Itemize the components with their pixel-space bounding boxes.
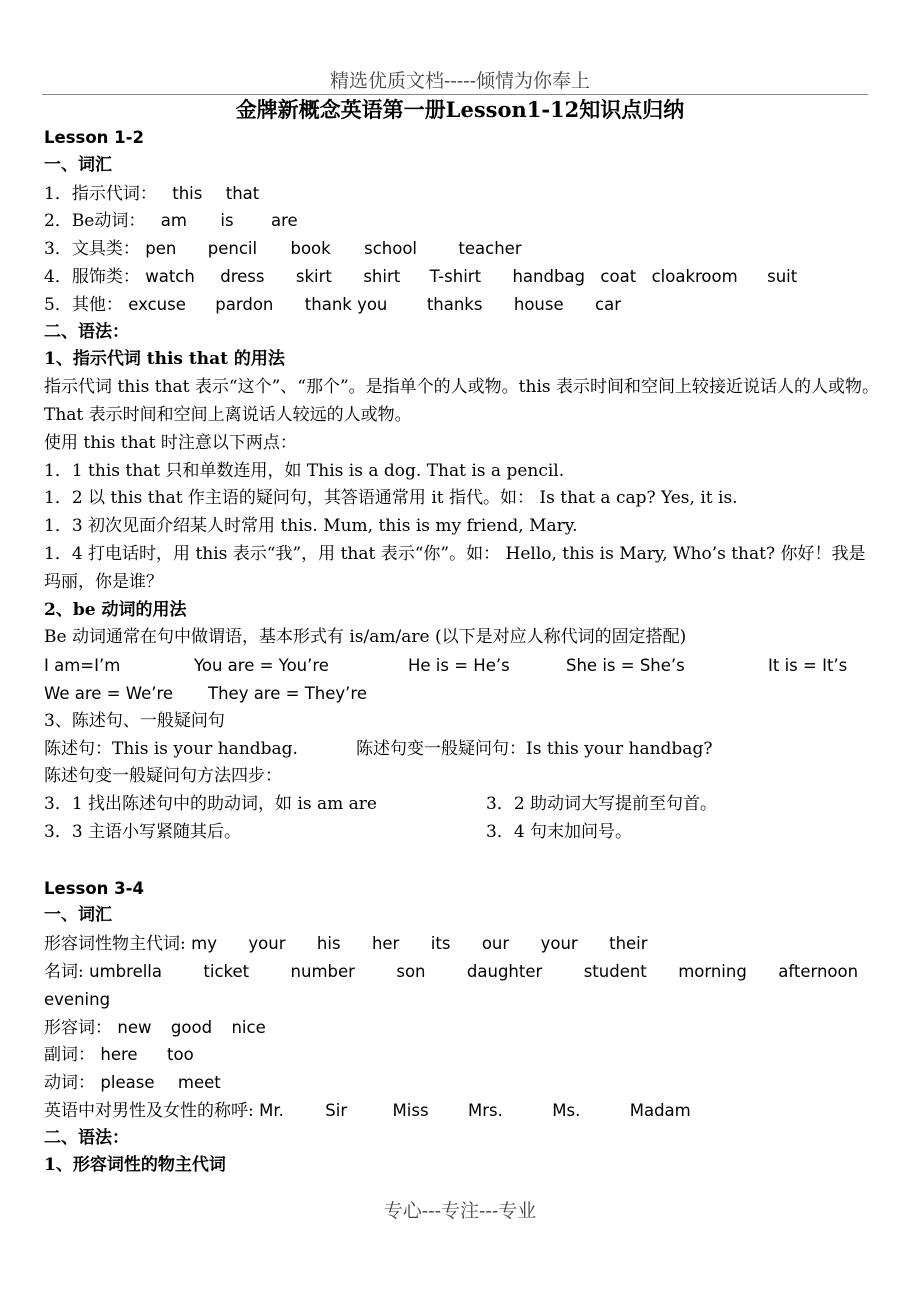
page-footer: 专心---专注---专业 <box>383 1200 537 1222</box>
vocab-word: good <box>170 1017 213 1037</box>
contraction: You are = You’re <box>194 656 329 676</box>
grammar-1-rule-2: 1．2 以 this that 作主语的疑问句，其答语通常用 it 指代。如： Is that a cap? Yes, it is. <box>44 488 738 509</box>
vocab-word: watch <box>145 266 195 286</box>
vocab-word: morning <box>678 961 747 981</box>
step: 3．3 主语小写紧随其后。 <box>44 821 242 842</box>
vocab-word: suit <box>767 266 798 286</box>
grammar-1-paragraph: 指示代词 this that 表示“这个”、“那个”。是指单个的人或物。this 表示时间和空间上较接近说话人的人或物。That 表示时间和空间上离说话人较远的人或物。 <box>44 377 880 425</box>
vocab-word: Miss <box>392 1100 429 1120</box>
vocab-word: our <box>481 934 510 954</box>
vocab-label: 形容词： <box>44 1017 112 1038</box>
vocab-word: am <box>160 211 187 231</box>
contraction: She is = She’s <box>566 656 685 676</box>
vocab-word: school <box>364 239 417 259</box>
step: 3．1 找出陈述句中的助动词，如 is am are <box>44 794 377 815</box>
vocab-word: cloakroom <box>651 266 738 286</box>
vocab-word: Ms. <box>552 1100 581 1120</box>
vocab-word: Mrs. <box>467 1100 503 1120</box>
vocab-heading: 一、词汇 <box>44 154 112 175</box>
vocab-row-clothing <box>44 263 880 291</box>
vocab-word: house <box>513 294 564 314</box>
grammar-2-paragraph: Be 动词通常在句中做谓语，基本形式有 is/am/are (以下是对应人称代词的固定搭配) <box>44 627 687 648</box>
be-contractions-row-2 <box>44 680 880 708</box>
vocab-word: T-shirt <box>429 266 482 286</box>
vocab-label: 3．文具类： <box>44 239 140 260</box>
vocab-heading: 一、词汇 <box>44 905 112 926</box>
vocab-label: 形容词性物主代词: <box>44 934 192 955</box>
step: 3．4 句末加问号。 <box>486 821 633 842</box>
vocab-word: here <box>100 1045 138 1065</box>
vocab-label: 动词： <box>44 1073 95 1094</box>
contraction: He is = He’s <box>408 656 510 676</box>
vocab-row-other <box>44 291 880 319</box>
statement-example-row <box>44 736 880 764</box>
vocab-word: number <box>290 961 355 981</box>
grammar-1-rule-4: 1．4 打电话时，用 this 表示“我”，用 that 表示“你”。如： Hello, this is Mary, Who’s that? 你好！我是玛丽，你是谁？ <box>44 543 866 592</box>
vocab-row-nouns-cont: evening <box>44 989 111 1009</box>
grammar-2-heading: 2、be 动词的用法 <box>44 599 187 620</box>
vocab-label: 5．其他： <box>44 294 123 315</box>
vocab-label: 副词： <box>44 1045 95 1066</box>
vocab-row-possessive <box>44 930 880 958</box>
contraction: It is = It’s <box>768 656 848 676</box>
vocab-word: is <box>220 211 234 231</box>
lesson-1-2-heading: Lesson 1-2 <box>44 128 144 147</box>
vocab-word: his <box>316 934 341 954</box>
step: 3．2 助动词大写提前至句首。 <box>486 794 718 815</box>
vocab-row-titles <box>44 1097 880 1125</box>
vocab-row-pronouns <box>44 180 880 208</box>
vocab-label: 名词: <box>44 961 90 982</box>
vocab-word: coat <box>600 266 637 286</box>
vocab-word: son <box>396 961 426 981</box>
vocab-word: meet <box>177 1073 221 1093</box>
vocab-word: their <box>609 934 648 954</box>
vocab-row-nouns <box>44 958 880 986</box>
statement-example: 陈述句：This is your handbag. <box>44 738 298 759</box>
document-body <box>44 124 880 1180</box>
vocab-word: are <box>270 211 298 231</box>
vocab-word: pen <box>145 239 177 259</box>
vocab-label: 4．服饰类： <box>44 266 140 287</box>
vocab-word: afternoon <box>778 961 859 981</box>
vocab-word: pardon <box>215 294 274 314</box>
vocab-word: thank you <box>304 294 388 314</box>
vocab-label: 2．Be动词： <box>44 211 146 232</box>
vocab-word: my <box>191 934 217 954</box>
vocab-word: nice <box>231 1017 266 1037</box>
lesson-3-4-heading: Lesson 3-4 <box>44 878 144 898</box>
page-header: 精选优质文档-----倾情为你奉上 <box>329 70 591 92</box>
vocab-row-adverbs <box>44 1041 880 1069</box>
vocab-word: new <box>117 1017 152 1037</box>
grammar-heading: 二、语法： <box>44 1127 129 1148</box>
vocab-word: please <box>100 1073 155 1093</box>
vocab-word: this <box>172 183 203 203</box>
vocab-label: 英语中对男性及女性的称呼: <box>44 1100 260 1121</box>
vocab-word: shirt <box>363 266 401 286</box>
vocab-word: ticket <box>203 961 250 981</box>
vocab-word: thanks <box>426 294 483 314</box>
contraction: They are = They’re <box>208 683 367 703</box>
question-example: 陈述句变一般疑问句：Is this your handbag? <box>356 738 713 759</box>
vocab-word: your <box>540 934 578 954</box>
vocab-word: Madam <box>629 1100 691 1120</box>
vocab-word: your <box>248 934 286 954</box>
vocab-row-verbs <box>44 1069 880 1097</box>
vocab-word: handbag <box>512 266 586 286</box>
vocab-word: teacher <box>458 239 522 259</box>
vocab-word: excuse <box>128 294 186 314</box>
grammar-1-note: 使用 this that 时注意以下两点： <box>44 432 297 453</box>
grammar-1-heading: 1、形容词性的物主代词 <box>44 1155 226 1176</box>
grammar-heading: 二、语法： <box>44 321 129 342</box>
vocab-word: that <box>225 183 260 203</box>
vocab-word: book <box>290 239 331 259</box>
steps-row-1 <box>44 791 880 819</box>
be-contractions-row-1 <box>44 652 880 680</box>
vocab-word: pencil <box>207 239 258 259</box>
vocab-word: daughter <box>466 961 543 981</box>
vocab-word: too <box>167 1045 194 1065</box>
vocab-word: her <box>371 934 400 954</box>
contraction: We are = We’re <box>44 683 174 703</box>
grammar-3-steps-intro: 陈述句变一般疑问句方法四步： <box>44 766 282 787</box>
grammar-3-heading: 3、陈述句、一般疑问句 <box>44 710 225 731</box>
vocab-word: umbrella <box>89 961 162 981</box>
spacer <box>44 847 880 875</box>
vocab-word: car <box>595 294 622 314</box>
contraction: I am=I’m <box>44 656 121 676</box>
grammar-1-heading: 1、指示代词 this that 的用法 <box>44 349 285 370</box>
grammar-1-rule-3: 1．3 初次见面介绍某人时常用 this. Mum, this is my friend, Mary. <box>44 516 578 537</box>
vocab-word: Mr. <box>259 1100 284 1120</box>
vocab-word: student <box>583 961 647 981</box>
steps-row-2 <box>44 819 880 847</box>
vocab-row-be <box>44 207 880 235</box>
vocab-word: Sir <box>325 1100 348 1120</box>
vocab-label: 1．指示代词： <box>44 183 157 204</box>
document-title: 金牌新概念英语第一册Lesson1-12知识点归纳 <box>235 97 685 122</box>
vocab-word: skirt <box>295 266 332 286</box>
vocab-row-adjectives <box>44 1014 880 1042</box>
grammar-1-rule-1: 1．1 this that 只和单数连用，如 This is a dog. That is a pencil. <box>44 460 565 481</box>
vocab-word: its <box>430 934 451 954</box>
vocab-row-stationery <box>44 235 880 263</box>
vocab-word: dress <box>220 266 265 286</box>
